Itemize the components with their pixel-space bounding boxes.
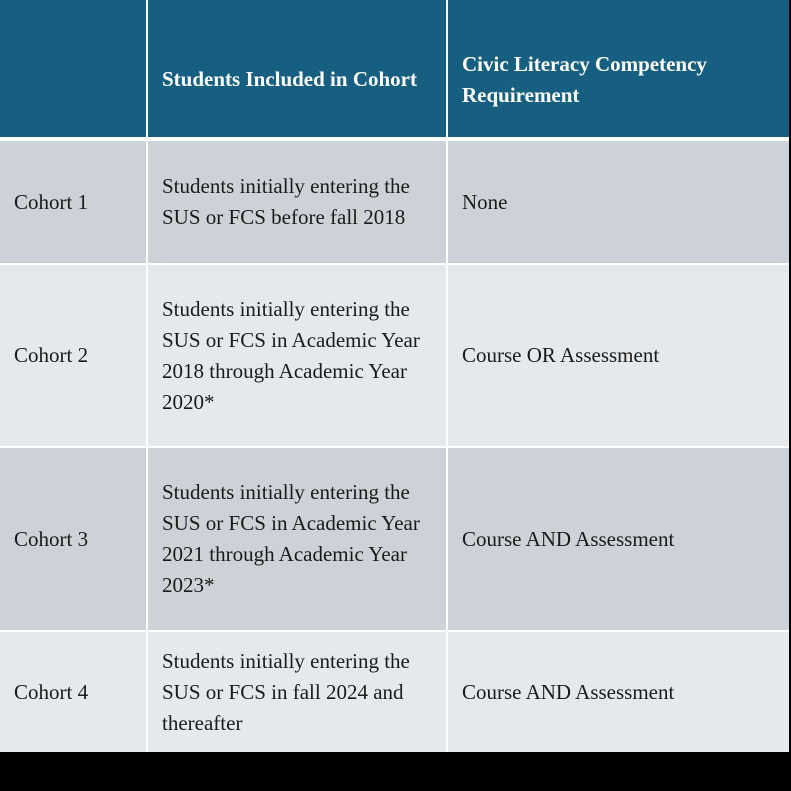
requirement-cell: [448, 632, 789, 752]
table-row: [0, 141, 789, 263]
header-cell-requirement: [448, 0, 789, 137]
table-header-row: [0, 0, 789, 137]
requirement-cell: [448, 141, 789, 263]
cohort-label: Cohort 2: [14, 343, 89, 367]
table-row: [0, 632, 789, 752]
cohort-label: Cohort 4: [14, 679, 89, 704]
requirement-text: Course AND Assessment: [462, 679, 675, 704]
table-row: [0, 265, 789, 446]
students-text: Students initially entering the SUS or FCS in Academic Year 2018 through Academic Year 2020*: [162, 296, 420, 414]
cohort-cell: [0, 632, 146, 752]
header-label-students: Students Included in Cohort: [162, 67, 417, 91]
requirement-cell: [448, 448, 789, 630]
header-label-requirement: Civic Literacy Competency Requirement: [462, 51, 707, 107]
cohort-label: Cohort 1: [14, 189, 89, 214]
cohort-cell: [0, 265, 146, 446]
cohort-label: Cohort 3: [14, 526, 89, 551]
cohort-cell: [0, 141, 146, 263]
students-cell: [148, 448, 446, 630]
requirement-text: Course OR Assessment: [462, 343, 660, 367]
table-row: [0, 448, 789, 630]
requirement-text: Course AND Assessment: [462, 526, 675, 551]
header-cell-empty: [0, 0, 146, 137]
students-cell: [148, 141, 446, 263]
requirement-cell: [448, 265, 789, 446]
students-cell: [148, 632, 446, 752]
students-text: Students initially entering the SUS or FCS in fall 2024 and thereafter: [162, 648, 410, 735]
students-text: Students initially entering the SUS or FCS in Academic Year 2021 through Academic Year 2023*: [162, 480, 420, 597]
students-text: Students initially entering the SUS or FCS before fall 2018: [162, 174, 410, 229]
header-cell-students: [148, 0, 446, 137]
cohort-cell: [0, 448, 146, 630]
students-cell: [148, 265, 446, 446]
requirement-text: None: [462, 189, 508, 214]
